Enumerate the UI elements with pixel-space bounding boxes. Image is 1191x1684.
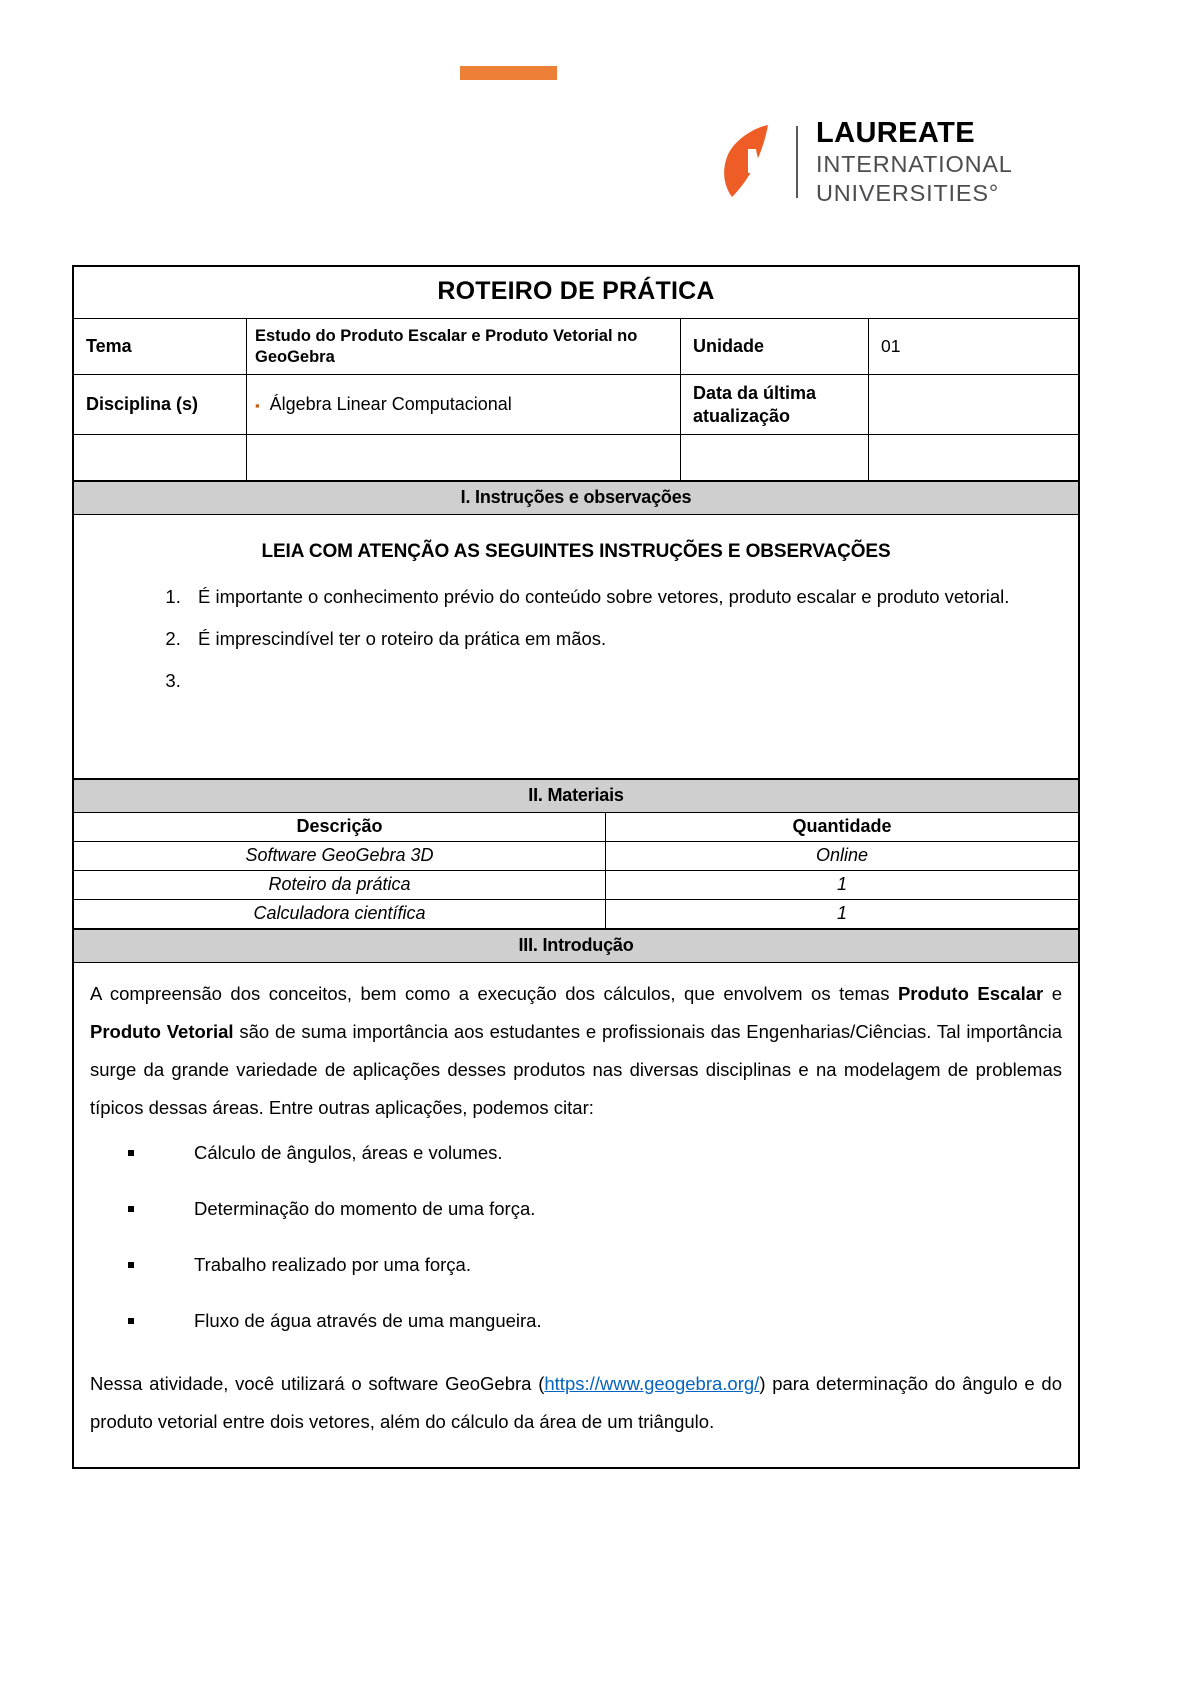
list-item: Cálculo de ângulos, áreas e volumes. — [128, 1141, 1062, 1165]
geogebra-link[interactable]: https://www.geogebra.org/ — [544, 1372, 760, 1394]
label-tema: Tema — [74, 319, 247, 375]
section-heading-instrucoes: I. Instruções e observações — [74, 481, 1078, 515]
logo-wordmark-international: INTERNATIONAL — [816, 151, 1013, 177]
list-item: Trabalho realizado por uma força. — [128, 1253, 1062, 1277]
value-tema — [247, 319, 681, 375]
label-data-ultima-atualizacao: Data da última atualização — [681, 375, 869, 435]
list-item: 2. É imprescindível ter o roteiro da prática em mãos. — [186, 627, 1048, 651]
table-row — [74, 900, 1078, 929]
introduction-paragraph-1 — [90, 975, 1062, 1127]
value-tema-text: Estudo do Produto Escalar e Produto Vetorial no GeoGebra — [255, 326, 638, 366]
intro-bold-produto-vetorial: Produto Vetorial — [90, 1020, 234, 1042]
instructions-subtitle: LEIA COM ATENÇÃO AS SEGUINTES INSTRUÇÕES E OBSERVAÇÕES — [261, 541, 891, 562]
value-disciplina — [247, 375, 681, 435]
section-heading-introducao: III. Introdução — [74, 929, 1078, 963]
accent-bar — [460, 66, 557, 80]
laureate-logo — [718, 117, 1013, 206]
value2-empty[interactable] — [869, 435, 1078, 481]
label2-empty — [681, 435, 869, 481]
introduction-bullet-list — [90, 1141, 1062, 1333]
laureate-flame-icon — [718, 123, 782, 201]
label-disciplina: Disciplina (s) — [74, 375, 247, 435]
material-quantity: 1 — [606, 871, 1078, 900]
column-header-quantidade: Quantidade — [606, 813, 1078, 842]
material-description: Roteiro da prática — [74, 871, 606, 900]
list-item: Fluxo de água através de uma mangueira. — [128, 1309, 1062, 1333]
introduction-body — [74, 963, 1078, 1467]
instructions-body — [74, 515, 1078, 779]
label-unidade: Unidade — [681, 319, 869, 375]
instructions-list — [74, 585, 1078, 693]
square-bullet-icon: ▪ — [255, 398, 260, 413]
column-header-descricao: Descrição — [74, 813, 606, 842]
material-description: Calculadora científica — [74, 900, 606, 929]
intro-tail-text-b: ) para determinação do ângulo e do produto vetorial entre dois vetores, além do cálculo da área de um triângulo. — [90, 1372, 1063, 1432]
logo-wordmark-universities: UNIVERSITIES° — [816, 179, 1000, 206]
document-title: ROTEIRO DE PRÁTICA — [74, 267, 1078, 319]
header-row-tema — [74, 319, 1078, 375]
intro-text-b: e — [1043, 983, 1062, 1004]
intro-text-c: são de suma importância aos estudantes e profissionais das Engenharias/Ciências. Tal importância surge da grande variedade de aplicações desses produtos nas diversas disciplinas e na modelagem de problemas típicos dessas áreas. Entre outras aplicações, podemos citar: — [90, 1020, 1062, 1118]
materials-table-header — [74, 813, 1078, 842]
label-empty — [74, 435, 247, 481]
intro-bold-produto-escalar: Produto Escalar — [897, 983, 1044, 1004]
table-row — [74, 842, 1078, 871]
value-disciplina-text: Álgebra Linear Computacional — [269, 394, 512, 414]
header-row-empty — [74, 435, 1078, 481]
value-empty[interactable] — [247, 435, 681, 481]
practice-script-document — [72, 265, 1080, 1469]
intro-text-a: A compreensão dos conceitos, bem como a execução dos cálculos, que envolvem os temas — [90, 983, 898, 1004]
list-item: Determinação do momento de uma força. — [128, 1197, 1062, 1221]
material-description: Software GeoGebra 3D — [74, 842, 606, 871]
value-data-ultima-atualizacao[interactable] — [869, 375, 1078, 435]
logo-wordmark-laureate: LAUREATE — [816, 117, 975, 149]
list-item — [186, 669, 1048, 693]
table-row — [74, 871, 1078, 900]
material-quantity: Online — [606, 842, 1078, 871]
introduction-paragraph-2 — [90, 1365, 1062, 1441]
list-item: 1. É importante o conhecimento prévio do conteúdo sobre vetores, produto escalar e produto vetorial. — [186, 585, 1048, 609]
value-unidade: 01 — [869, 319, 1078, 375]
section-heading-materiais: II. Materiais — [74, 779, 1078, 813]
intro-tail-text-a: Nessa atividade, você utilizará o software GeoGebra ( — [90, 1372, 545, 1394]
logo-divider — [796, 126, 798, 198]
header-row-disciplina — [74, 375, 1078, 435]
material-quantity: 1 — [606, 900, 1078, 929]
